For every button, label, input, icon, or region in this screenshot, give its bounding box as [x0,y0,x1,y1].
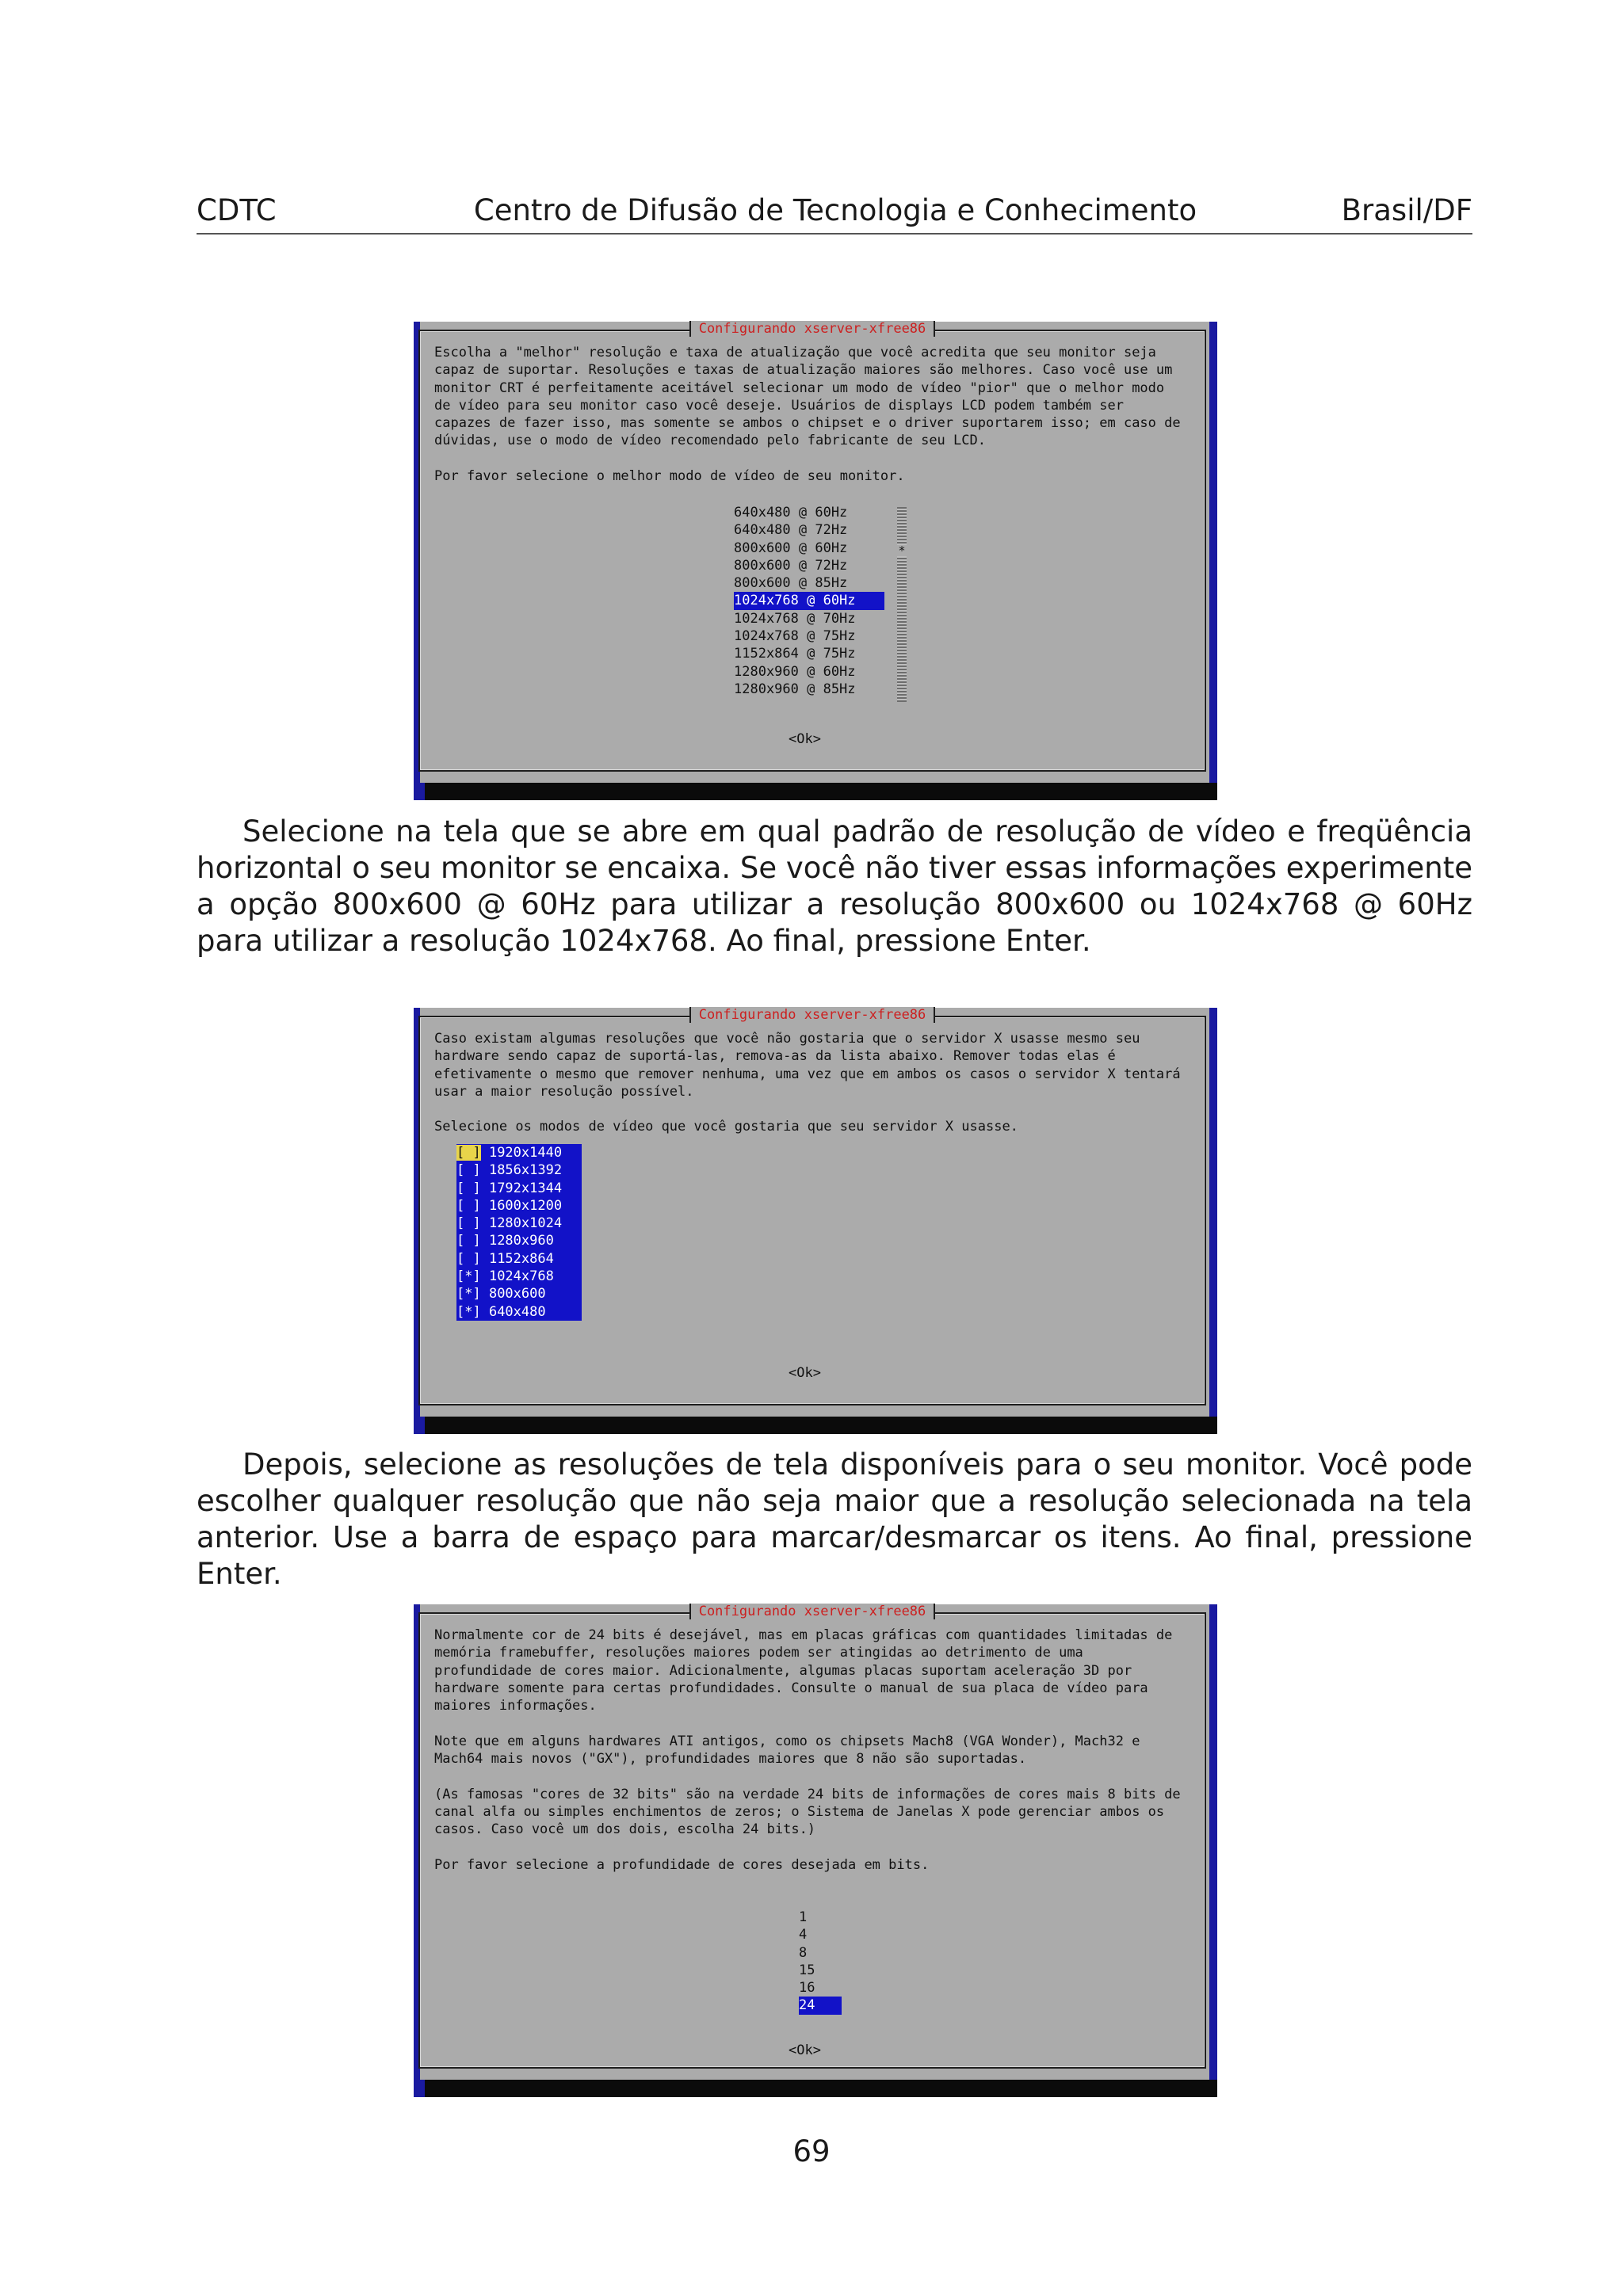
checklist-label: 800x600 [480,1286,546,1302]
resolution-checklist-item[interactable] [456,1232,580,1249]
video-mode-list[interactable] [734,504,884,698]
header-right: Brasil/DF [1341,193,1472,227]
resolution-checklist-item[interactable] [456,1180,580,1197]
checkbox[interactable]: [*] [456,1286,481,1302]
resolution-checklist-item[interactable] [456,1285,580,1302]
checklist-label: 1152x864 [480,1250,554,1267]
dialog-text: Normalmente cor de 24 bits é desejável, mas em placas gráficas com quantidades limitadas de memória framebuffer, resoluções maiores podem ser atingidas ao detrimento de uma profundidade de cores maior. Adicionalmente, algumas placas suportam aceleração 3D por hardware somente para certas profundidades. Consulte o manual de sua placa de vídeo para maiores informações. Note que em alguns hardwares ATI antigos, como os chipsets Mach8 (VGA Wonder), Mach32 e Mach64 mais novos ("GX"), profundidades maiores que 8 não são suportadas. (As famosas "cores de 32 bits" são na verdade 24 bits de informações de cores mais 8 bits de canal alfa ou simples enchimentos de zeros; o Sistema de Janelas X pode gerenciar ambos os casos. Caso você um dos dois, escolha 24 bits.) Por favor selecione a profundidade de cores desejada em bits. [434,1627,1181,1873]
checklist-label: 1856x1392 [480,1162,563,1179]
screenshot-resolution-list [414,1008,1217,1434]
checkbox[interactable]: [ ] [456,1180,481,1196]
checklist-label: 1280x1024 [480,1215,563,1232]
color-depth-list[interactable] [799,1909,842,2015]
checkbox[interactable]: [ ] [456,1233,481,1249]
paragraph-2: Depois, selecione as resoluções de tela disponíveis para o seu monitor. Você pode escolher qualquer resolução que não seja maior que a resolução selecionada na tela anterior. Use a barra de espaço para marcar/desmarcar os itens. Ao final, pressione Enter. [197,1447,1472,1591]
resolution-checklist-item[interactable] [456,1215,580,1232]
dialog-title: Configurando xserver-xfree86 [420,1006,1205,1024]
checkbox[interactable]: [ ] [456,1162,481,1179]
screenshot-video-mode [414,322,1217,800]
dialog-text: Escolha a "melhor" resolução e taxa de atualização que você acredita que seu monitor seja capaz de suportar. Resoluções e taxas de atualização maiores são melhores. Caso você use um monitor CRT é perfeitamente aceitável selecionar um modo de vídeo "pior" que o melhor modo de vídeo para seu monitor caso você deseje. Usuários de displays LCD podem também ser capazes de fazer isso, mas somente se ambos o chipset e o driver suportarem isso; em caso de dúvidas, use o modo de vídeo recomendado pelo fabricante de seu LCD. Por favor selecione o melhor modo de vídeo de seu monitor. [434,345,1181,485]
resolution-checklist-item[interactable] [456,1268,580,1285]
color-depth-option[interactable]: 8 [799,1944,808,1961]
video-mode-option[interactable]: 640x480 @ 60Hz [734,505,848,521]
resolution-checklist-item[interactable] [456,1161,580,1179]
checklist-label: 640x480 [480,1303,546,1320]
video-mode-option[interactable]: 1152x864 @ 75Hz [734,646,856,662]
color-depth-option[interactable]: 4 [799,1927,808,1943]
checklist-label: 1600x1200 [480,1197,563,1214]
resolution-checklist-item[interactable] [456,1197,580,1215]
video-mode-option[interactable]: 1280x960 @ 85Hz [734,681,856,697]
video-mode-option[interactable]: 1280x960 @ 60Hz [734,663,856,680]
video-mode-option[interactable]: 800x600 @ 72Hz [734,557,848,574]
dialog-title: Configurando xserver-xfree86 [420,320,1205,338]
video-mode-option[interactable]: 640x480 @ 72Hz [734,522,848,539]
video-mode-option[interactable]: 1024x768 @ 75Hz [734,628,856,645]
scroll-thumb[interactable]: * [898,543,906,558]
checklist-label: 1920x1440 [480,1145,563,1161]
dialog-title: Configurando xserver-xfree86 [420,1603,1205,1620]
scrollbar[interactable] [897,507,907,702]
ok-button[interactable]: <Ok> [789,2042,821,2058]
video-mode-option[interactable]: 1024x768 @ 60Hz [734,592,884,609]
ok-button[interactable]: <Ok> [789,1365,821,1381]
screenshot-color-depth [414,1604,1217,2097]
checkbox[interactable]: [ ] [456,1215,481,1232]
video-mode-option[interactable]: 1024x768 @ 70Hz [734,610,856,627]
paragraph-1: Selecione na tela que se abre em qual padrão de resolução de vídeo e freqüência horizontal o seu monitor se encaixa. Se você não tiver essas informações experimente a opção 800x600 @ 60Hz para utilizar a resolução 800x600 ou 1024x768 @ 60Hz para utilizar a resolução 1024x768. Ao final, pressione Enter. [197,814,1473,958]
checkbox[interactable]: [ ] [456,1145,481,1161]
color-depth-option[interactable]: 24 [799,1997,842,2014]
resolution-checklist-item[interactable] [456,1250,580,1268]
color-depth-option[interactable]: 15 [799,1962,815,1978]
checkbox[interactable]: [ ] [456,1250,481,1267]
color-depth-option[interactable]: 16 [799,1980,815,1997]
checkbox[interactable]: [ ] [456,1197,481,1214]
checklist-label: 1280x960 [480,1233,554,1249]
header-left: CDTC [197,193,277,227]
page-number: 69 [792,2134,831,2168]
ok-button[interactable]: <Ok> [789,731,821,747]
checklist-label: 1024x768 [480,1268,554,1285]
video-mode-option[interactable]: 800x600 @ 85Hz [734,575,848,592]
checkbox[interactable]: [*] [456,1268,481,1285]
video-mode-option[interactable]: 800x600 @ 60Hz [734,540,848,556]
color-depth-option[interactable]: 1 [799,1909,808,1925]
resolution-checklist[interactable] [456,1144,582,1321]
checkbox[interactable]: [*] [456,1303,481,1320]
header-center: Centro de Difusão de Tecnologia e Conhecimento [473,193,1197,227]
header-rule [197,233,1472,235]
resolution-checklist-item[interactable] [456,1303,580,1321]
checklist-label: 1792x1344 [480,1180,563,1196]
resolution-checklist-item[interactable] [456,1144,580,1161]
dialog-text: Caso existam algumas resoluções que você não gostaria que o servidor X usasse mesmo seu hardware sendo capaz de suportá-las, remova-as da lista abaixo. Remover todas elas é efetivamente o mesmo que remover nenhuma, uma vez que em ambos os casos o servidor X tentará usar a maior resolução possível. Selecione os modos de vídeo que você gostaria que seu servidor X usasse. [434,1031,1181,1135]
